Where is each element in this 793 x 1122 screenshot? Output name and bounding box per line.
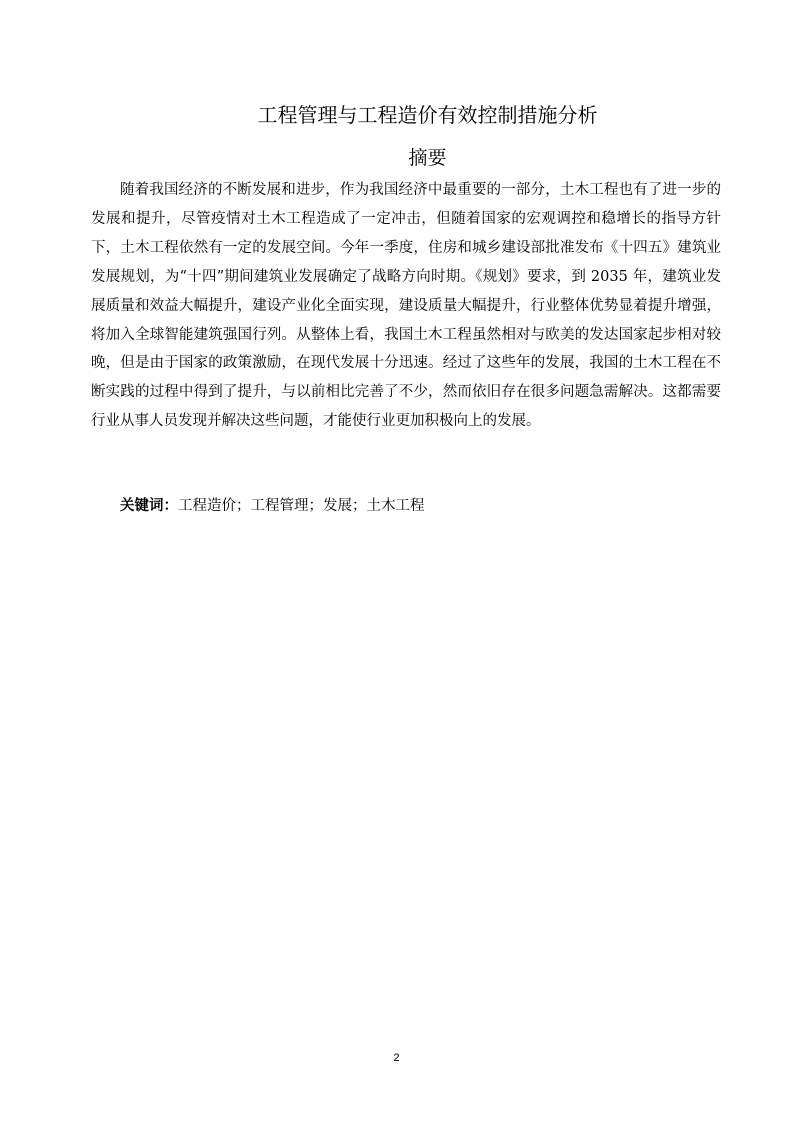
page-number: 2 bbox=[393, 1052, 400, 1064]
keywords-label: 关键词： bbox=[120, 498, 178, 514]
abstract-paragraph: 随着我国经济的不断发展和进步，作为我国经济中最重要的一部分，土木工程也有了进一步的发展和提升，尽管疫情对土木工程造成了一定冲击，但随着国家的宏观调控和稳增长的指导方针下，土木工程依然有一定的发展空间。今年一季度，住房和城乡建设部批准发布《十四五》建筑业发展规划，为“十四”期间建筑业发展确定了战略方向时期。《规划》要求，到 2035 年，建筑业发展质量和效益大幅提升，建设产业化全面实现，建设质量大幅提升，行业整体优势显着提升增强，将加入全球智能建筑强国行列。从整体上看，我国土木工程虽然相对与欧美的发达国家起步相对较晚，但是由于国家的政策激励，在现代发展十分迅速。经过了这些年的发展，我国的土木工程在不断实践的过程中得到了提升，与以前相比完善了不少，然而依旧存在很多问题急需解决。这都需要行业从事人员发现并解决这些问题，才能使行业更加积极向上的发展。 bbox=[91, 182, 721, 430]
document-title: 工程管理与工程造价有效控制措施分析 bbox=[257, 103, 598, 127]
keywords-text: 工程造价；工程管理；发展；土木工程 bbox=[178, 498, 425, 514]
keywords-line bbox=[91, 492, 721, 521]
abstract-heading: 摘要 bbox=[408, 147, 447, 169]
